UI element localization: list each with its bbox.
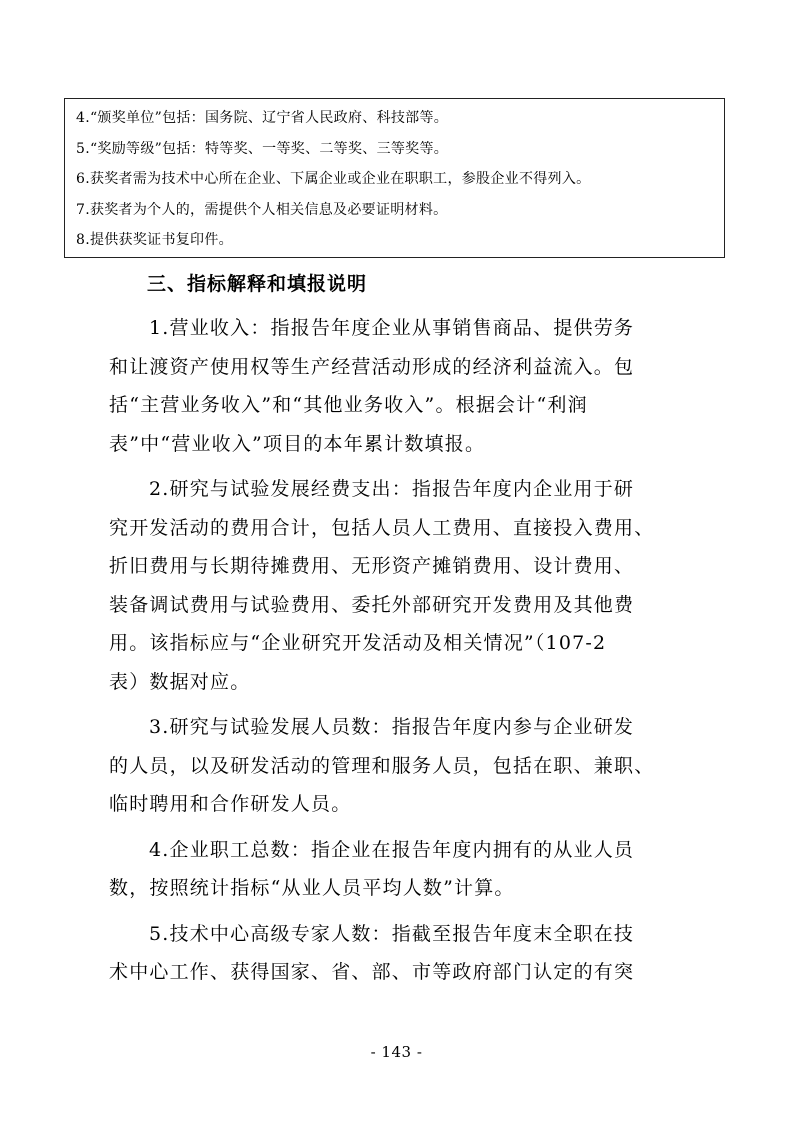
paragraph-rd-expenditure [109, 470, 687, 701]
text-line: 数，按照统计指标“从业人员平均人数”计算。 [109, 877, 515, 899]
text-line: 折旧费用与长期待摊费用、无形资产摊销费用、设计费用、 [109, 555, 635, 577]
note-line: 4.“颁奖单位”包括：国务院、辽宁省人民政府、科技部等。 [76, 110, 449, 126]
text-line: 和让渡资产使用权等生产经营活动形成的经济利益流入。包 [109, 355, 635, 378]
body-text [109, 309, 687, 999]
notes-box [64, 98, 725, 258]
text-line: 究开发活动的费用合计，包括人员人工费用、直接投入费用、 [109, 516, 655, 539]
text-line: 术中心工作、获得国家、省、部、市等政府部门认定的有突 [109, 961, 635, 983]
note-line: 6.获奖者需为技术中心所在企业、下属企业或企业在职职工，参股企业不得列入。 [76, 171, 591, 187]
text-line: 装备调试费用与试验费用、委托外部研究开发费用及其他费 [109, 593, 635, 616]
note-line: 7.获奖者为个人的，需提供个人相关信息及必要证明材料。 [76, 201, 448, 218]
paragraph-rd-personnel [109, 708, 687, 824]
text-line: 4.企业职工总数：指企业在报告年度内拥有的从业人员 [149, 838, 635, 861]
text-line: 用。该指标应与“企业研究开发活动及相关情况”（107-2 [109, 632, 607, 654]
text-line: 临时聘用和合作研发人员。 [109, 793, 352, 815]
text-line: 5.技术中心高级专家人数：指截至报告年度末全职在技 [149, 922, 635, 945]
text-line: 1.营业收入：指报告年度企业从事销售商品、提供劳务 [149, 317, 635, 339]
page-number: - 143 - [370, 1043, 423, 1061]
text-line: 的人员，以及研发活动的管理和服务人员，包括在职、兼职、 [109, 754, 655, 777]
paragraph-operating-revenue [109, 309, 687, 463]
text-line: 2.研究与试验发展经费支出：指报告年度内企业用于研 [149, 478, 635, 500]
text-line: 表”中“营业收入”项目的本年累计数填报。 [109, 432, 486, 455]
section-heading: 三、指标解释和填报说明 [147, 273, 368, 295]
paragraph-senior-experts [109, 915, 687, 992]
paragraph-total-employees [109, 831, 687, 908]
text-line: 括“主营业务收入”和“其他业务收入”。根据会计“利润 [109, 394, 588, 416]
text-line: 3.研究与试验发展人员数：指报告年度内参与企业研发 [149, 716, 635, 738]
note-line: 5.“奖励等级”包括：特等奖、一等奖、二等奖、三等奖等。 [76, 140, 449, 157]
note-line: 8.提供获奖证书复印件。 [76, 232, 233, 248]
text-line: 表）数据对应。 [109, 670, 251, 693]
